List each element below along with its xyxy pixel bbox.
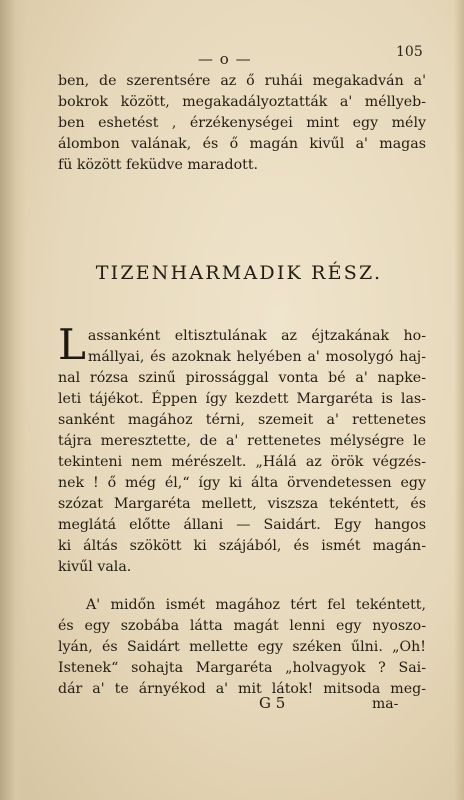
chapter-heading: TIZENHARMADIK RÉSZ. xyxy=(95,262,383,284)
text-line: Istenek“ sohajta Margaréta „holvagyok ? Sai- xyxy=(58,660,426,676)
header-ornament: — o — xyxy=(198,50,252,68)
text-line: tekinteni nem mérészelt. „Hálá az örök végzés- xyxy=(58,454,426,470)
text-line: dár a' te árnyékod a' mit látok! mitsoda meg- xyxy=(58,681,426,697)
drop-cap: L xyxy=(58,320,86,369)
text-line: tájra meresztette, de a' rettenetes mélységre le xyxy=(58,433,426,449)
paragraph-2 xyxy=(58,595,426,700)
paragraph-1 xyxy=(58,320,426,578)
text-line: nek ! ő még él,“ így ki álta örvendetessen egy xyxy=(58,475,426,491)
text-line: ben, de szerentsére az ő ruhái megakadván a' xyxy=(58,73,426,89)
catchword: ma- xyxy=(372,696,399,712)
top-paragraph xyxy=(58,71,426,176)
text-line: ki áltás szökött ki szájából, és ismét magán- xyxy=(58,538,426,554)
text-line: nal rózsa szinű pirossággal vonta bé a' napke- xyxy=(58,370,426,386)
text-line: szózat Margaréta mellett, viszsza tekéntett, és xyxy=(58,496,426,512)
page-number: 105 xyxy=(396,44,423,60)
text-line: mállyai, és azoknak helyében a' mosolygó haj- xyxy=(87,349,426,365)
text-line: fü között feküdve maradott. xyxy=(58,157,259,173)
text-line: ben eshetést , érzékenységei mint egy mély xyxy=(58,115,426,131)
text-line: A' midőn ismét magához tért fel tekéntett, xyxy=(86,597,426,613)
text-line: sanként magához térni, szemeit a' rettenetes xyxy=(58,412,426,428)
text-line: lyán, és Saidárt mellette egy széken űlni. „Oh! xyxy=(58,639,426,655)
text-line: kivűl vala. xyxy=(58,559,132,575)
text-line: és egy szobába látta magát lenni egy nyoszo- xyxy=(58,618,426,634)
text-line: álombon valának, és ő magán kivűl a' magas xyxy=(58,136,426,152)
signature-mark: G 5 xyxy=(259,694,286,712)
text-line: bokrok között, megakadályoztatták a' méllyeb- xyxy=(58,94,426,110)
text-line: leti tájékot. Éppen így kezdett Margaréta is las- xyxy=(58,391,426,407)
text-line: assanként eltisztulának az éjtzakának ho- xyxy=(87,328,426,344)
text-line: meglátá előtte állani — Saidárt. Egy hangos xyxy=(58,517,426,533)
